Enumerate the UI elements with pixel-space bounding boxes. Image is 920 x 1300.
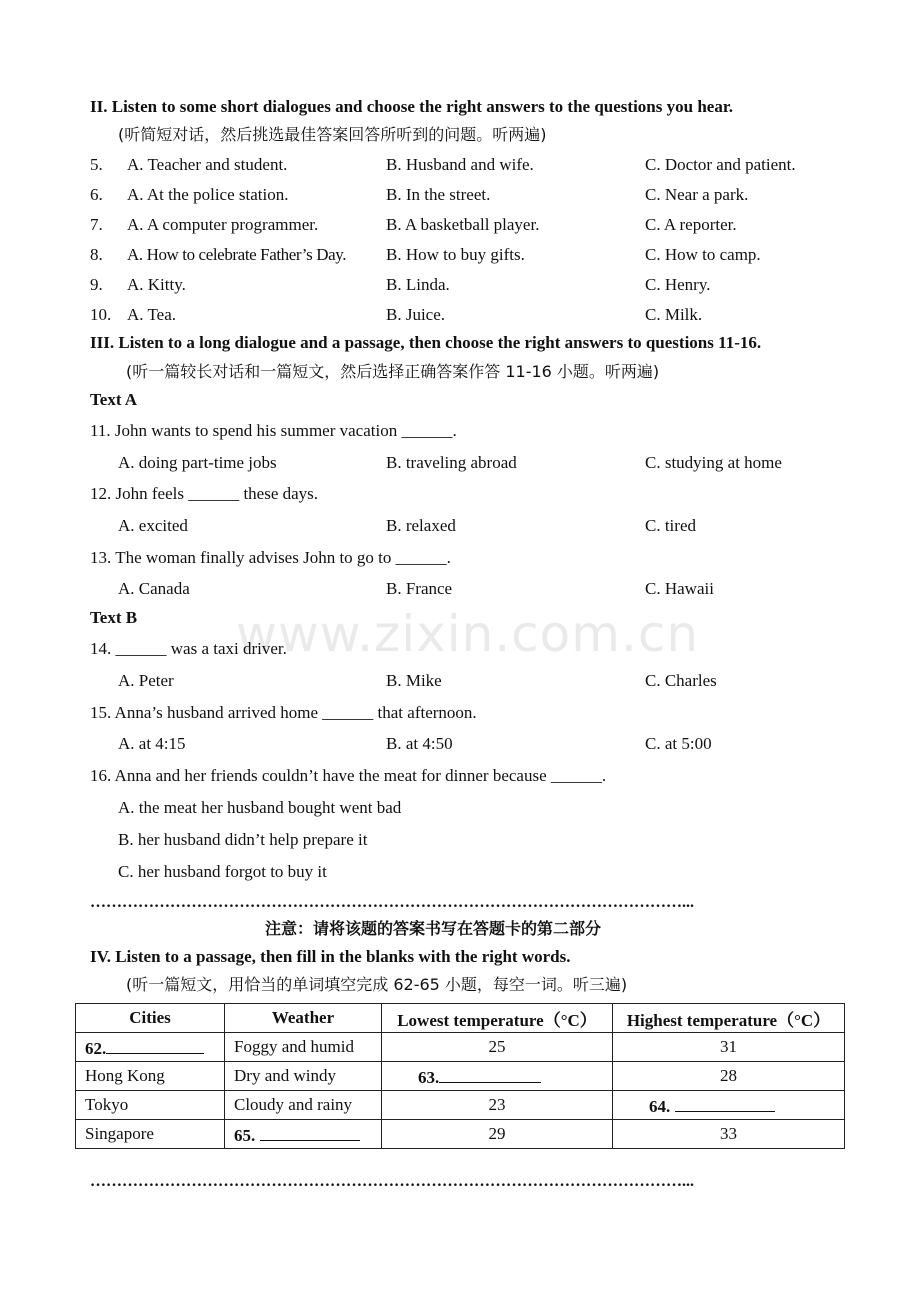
option-a: A. at 4:15 — [118, 734, 186, 753]
option-c: C. studying at home — [645, 453, 782, 472]
option-c: C. Charles — [645, 671, 717, 690]
answer-card-notice: 注意：请将该题的答案书写在答题卡的第二部分 — [265, 919, 602, 938]
option-a: A. How to celebrate Father’s Day. — [127, 245, 347, 264]
question-15-stem: 15. Anna’s husband arrived home ______ that afternoon. — [90, 703, 477, 722]
weather-cell: Cloudy and rainy — [225, 1091, 382, 1120]
question-10 — [90, 304, 850, 326]
dotted-separator-top: …………………………………………………………………………………………………... — [90, 894, 694, 911]
blank-65-cell — [225, 1120, 382, 1149]
city-cell: Hong Kong — [76, 1062, 225, 1091]
blank-63-cell — [382, 1062, 613, 1091]
blank-number: 63. — [418, 1067, 440, 1087]
option-b: B. Mike — [386, 671, 442, 690]
option-c: C. Near a park. — [645, 185, 749, 204]
option-b: B. traveling abroad — [386, 453, 517, 472]
option-c: C. A reporter. — [645, 215, 737, 234]
option-a: A. Canada — [118, 579, 190, 598]
question-number: 8. — [90, 245, 103, 264]
option-b: B. In the street. — [386, 185, 491, 204]
header-weather: Weather — [225, 1004, 382, 1033]
section-2-title: II. Listen to some short dialogues and choose the right answers to the questions you hear. — [90, 97, 734, 116]
option-a: A. Kitty. — [127, 275, 186, 294]
option-a: A. Teacher and student. — [127, 155, 288, 174]
option-a: A. A computer programmer. — [127, 215, 319, 234]
blank-line — [675, 1094, 775, 1112]
text-a-label: Text A — [90, 390, 138, 409]
option-b: B. Linda. — [386, 275, 450, 294]
table-row — [76, 1033, 845, 1062]
question-14-stem: 14. ______ was a taxi driver. — [90, 639, 287, 658]
text-b-label: Text B — [90, 608, 138, 627]
question-16-option-c: C. her husband forgot to buy it — [118, 862, 327, 881]
question-12-options — [90, 515, 850, 537]
blank-64-cell — [613, 1091, 845, 1120]
blank-line — [439, 1065, 541, 1083]
option-c: C. Doctor and patient. — [645, 155, 796, 174]
section-4-title: IV. Listen to a passage, then fill in the blanks with the right words. — [90, 947, 571, 966]
weather-cell: Dry and windy — [225, 1062, 382, 1091]
section-3-instruction: (听一篇较长对话和一篇短文，然后选择正确答案作答 11-16 小题。听两遍) — [126, 362, 660, 381]
table-header-row — [76, 1004, 845, 1033]
option-c: C. How to camp. — [645, 245, 761, 264]
blank-number: 62. — [85, 1038, 107, 1058]
option-b: B. relaxed — [386, 516, 456, 535]
option-c: C. at 5:00 — [645, 734, 712, 753]
dotted-separator-bottom: …………………………………………………………………………………………………... — [90, 1173, 694, 1190]
question-6 — [90, 184, 850, 206]
option-b: B. A basketball player. — [386, 215, 540, 234]
table-row — [76, 1120, 845, 1149]
weather-table — [75, 1003, 845, 1149]
header-highest-temperature: Highest temperature（°C） — [613, 1004, 845, 1033]
section-2-instruction: (听简短对话，然后挑选最佳答案回答所听到的问题。听两遍) — [118, 125, 547, 144]
option-a: A. doing part-time jobs — [118, 453, 277, 472]
blank-line — [106, 1036, 204, 1054]
lowest-cell: 23 — [382, 1091, 613, 1120]
question-number: 5. — [90, 155, 103, 174]
highest-cell: 33 — [613, 1120, 845, 1149]
question-number: 7. — [90, 215, 103, 234]
question-16-stem: 16. Anna and her friends couldn’t have the meat for dinner because ______. — [90, 766, 607, 785]
blank-number: 64. — [649, 1096, 671, 1116]
question-11-stem: 11. John wants to spend his summer vacation ______. — [90, 421, 457, 440]
question-13-options — [90, 578, 850, 600]
question-5 — [90, 154, 850, 176]
option-c: C. tired — [645, 516, 696, 535]
option-b: B. Juice. — [386, 305, 446, 324]
question-16-option-b: B. her husband didn’t help prepare it — [118, 830, 368, 849]
watermark: www.zixin.com.cn — [236, 605, 700, 663]
header-cities: Cities — [76, 1004, 225, 1033]
option-c: C. Milk. — [645, 305, 703, 324]
question-11-options — [90, 452, 850, 474]
question-15-options — [90, 733, 850, 755]
option-c: C. Hawaii — [645, 579, 714, 598]
option-b: B. Husband and wife. — [386, 155, 534, 174]
blank-line — [260, 1123, 360, 1141]
table-row — [76, 1091, 845, 1120]
blank-number: 65. — [234, 1125, 256, 1145]
question-number: 9. — [90, 275, 103, 294]
option-b: B. at 4:50 — [386, 734, 453, 753]
option-b: B. How to buy gifts. — [386, 245, 525, 264]
header-lowest-temperature: Lowest temperature（°C） — [382, 1004, 613, 1033]
question-14-options — [90, 670, 850, 692]
question-16-option-a: A. the meat her husband bought went bad — [118, 798, 402, 817]
highest-cell: 31 — [613, 1033, 845, 1062]
highest-cell: 28 — [613, 1062, 845, 1091]
blank-62-cell — [76, 1033, 225, 1062]
question-7 — [90, 214, 850, 236]
section-3-title: III. Listen to a long dialogue and a passage, then choose the right answers to questions 11-16. — [90, 333, 762, 352]
question-number: 6. — [90, 185, 103, 204]
question-12-stem: 12. John feels ______ these days. — [90, 484, 319, 503]
weather-cell: Foggy and humid — [225, 1033, 382, 1062]
question-9 — [90, 274, 850, 296]
table-row — [76, 1062, 845, 1091]
option-a: A. At the police station. — [127, 185, 289, 204]
lowest-cell: 25 — [382, 1033, 613, 1062]
option-a: A. Peter — [118, 671, 174, 690]
question-number: 10. — [90, 305, 112, 324]
option-c: C. Henry. — [645, 275, 711, 294]
lowest-cell: 29 — [382, 1120, 613, 1149]
question-13-stem: 13. The woman finally advises John to go to ______. — [90, 548, 451, 567]
option-a: A. Tea. — [127, 305, 177, 324]
city-cell: Tokyo — [76, 1091, 225, 1120]
option-b: B. France — [386, 579, 453, 598]
section-4-instruction: (听一篇短文，用恰当的单词填空完成 62-65 小题，每空一词。听三遍) — [126, 975, 628, 994]
question-8 — [90, 244, 850, 266]
city-cell: Singapore — [76, 1120, 225, 1149]
option-a: A. excited — [118, 516, 188, 535]
